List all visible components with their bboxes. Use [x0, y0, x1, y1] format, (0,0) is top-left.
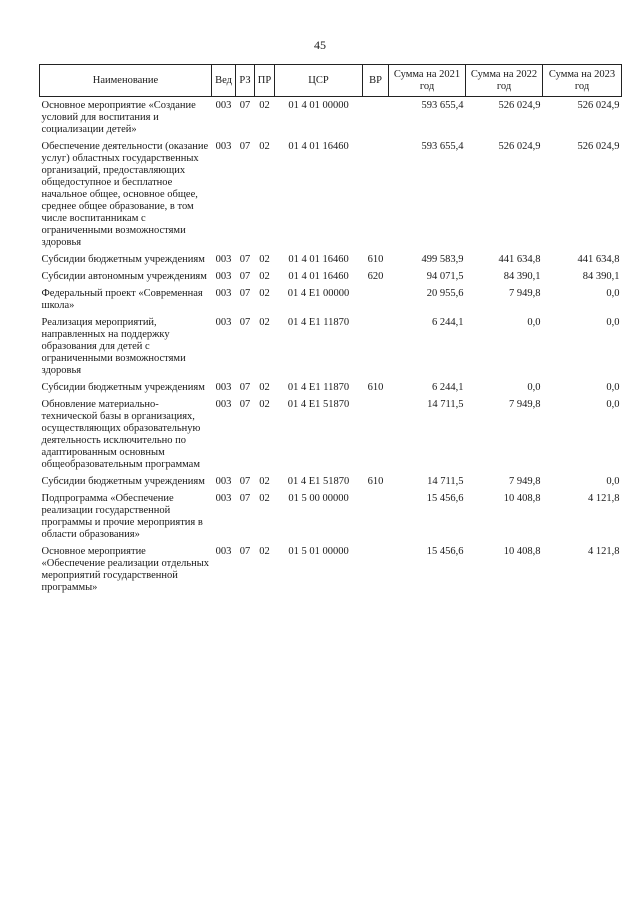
row-vr: 620 [367, 271, 384, 282]
row-ved: 003 [215, 288, 232, 299]
row-pr: 02 [259, 317, 270, 328]
row-ved: 003 [215, 399, 232, 410]
row-ved: 003 [215, 100, 232, 111]
row-ved: 003 [215, 546, 232, 557]
table-header-row [40, 65, 622, 97]
row-sum-2023: 84 390,1 [582, 271, 620, 282]
row-pr: 02 [259, 100, 270, 111]
row-pr: 02 [259, 254, 270, 265]
row-ved: 003 [215, 476, 232, 487]
row-vr [363, 285, 389, 314]
row-sum-2023: 0,0 [606, 317, 620, 328]
table-row [40, 138, 622, 251]
row-csr: 01 5 01 00000 [288, 546, 349, 557]
row-sum-2021: 14 711,5 [427, 399, 464, 410]
row-vr [363, 543, 389, 596]
page-number: 45 [314, 38, 326, 52]
row-sum-2023: 4 121,8 [588, 546, 620, 557]
row-sum-2022: 10 408,8 [503, 546, 541, 557]
header-rz: РЗ [236, 65, 255, 97]
row-rz: 07 [239, 399, 251, 410]
row-name: Реализация мероприятий, направленных на поддержку образования для детей с ограниченными возможностями здоровья [41, 317, 186, 376]
row-rz: 07 [239, 493, 251, 504]
row-pr: 02 [259, 271, 270, 282]
row-sum-2022: 441 634,8 [498, 254, 541, 265]
table-row [40, 97, 622, 139]
row-name: Федеральный проект «Современная школа» [41, 288, 203, 311]
row-ved: 003 [215, 141, 232, 152]
row-pr: 02 [259, 288, 270, 299]
row-sum-2021: 6 244,1 [432, 317, 464, 328]
row-csr: 01 4 E1 11870 [287, 382, 350, 393]
row-csr: 01 4 E1 51870 [287, 476, 350, 487]
table-row [40, 543, 622, 596]
row-csr: 01 4 01 16460 [288, 141, 349, 152]
row-sum-2022: 0,0 [527, 317, 541, 328]
row-name: Субсидии бюджетным учреждениям [41, 254, 205, 265]
row-csr: 01 4 E1 51870 [287, 399, 350, 410]
row-vr: 610 [367, 382, 384, 393]
header-vr: ВР [363, 65, 389, 97]
table-row [40, 314, 622, 379]
budget-table [39, 64, 622, 596]
row-name: Основное мероприятие «Обеспечение реализации отдельных мероприятий государственной программы» [41, 546, 210, 593]
row-name: Обновление материально-технической базы в организациях, осуществляющих образовательную деятельность исключительно по адаптированным основным общеобразовательным программам [41, 399, 201, 470]
row-ved: 003 [215, 382, 232, 393]
row-name: Субсидии бюджетным учреждениям [41, 382, 205, 393]
row-name: Обеспечение деятельности (оказание услуг) областных государственных организаций, предоставляющих общедоступное и бесплатное начальное общее, основное общее, среднее общее образование, в том числе воспитанникам с ограниченными возможностями здоровья [41, 141, 209, 248]
row-sum-2022: 0,0 [527, 382, 541, 393]
row-sum-2023: 526 024,9 [577, 100, 620, 111]
header-ved: Вед [212, 65, 236, 97]
row-pr: 02 [259, 141, 270, 152]
row-vr [363, 97, 389, 139]
row-sum-2023: 0,0 [606, 399, 620, 410]
row-sum-2022: 526 024,9 [498, 100, 541, 111]
row-csr: 01 4 01 16460 [288, 254, 349, 265]
row-pr: 02 [259, 546, 270, 557]
table-row [40, 268, 622, 285]
row-pr: 02 [259, 493, 270, 504]
row-rz: 07 [239, 317, 251, 328]
row-rz: 07 [239, 141, 251, 152]
row-pr: 02 [259, 476, 270, 487]
table-row [40, 251, 622, 268]
header-csr: ЦСР [275, 65, 363, 97]
row-csr: 01 4 E1 00000 [287, 288, 350, 299]
row-sum-2021: 94 071,5 [426, 271, 464, 282]
row-ved: 003 [215, 493, 232, 504]
row-vr: 610 [367, 476, 384, 487]
row-sum-2022: 10 408,8 [503, 493, 541, 504]
row-ved: 003 [215, 254, 232, 265]
row-rz: 07 [239, 546, 251, 557]
header-sum-2021: Сумма на 2021 год [389, 65, 466, 97]
row-rz: 07 [239, 100, 251, 111]
row-pr: 02 [259, 382, 270, 393]
table-row [40, 379, 622, 396]
row-sum-2022: 84 390,1 [503, 271, 541, 282]
table-row [40, 285, 622, 314]
row-vr [363, 138, 389, 251]
row-vr [363, 396, 389, 473]
row-sum-2023: 441 634,8 [577, 254, 620, 265]
row-csr: 01 4 01 16460 [288, 271, 349, 282]
row-sum-2021: 499 583,9 [421, 254, 464, 265]
header-sum-2022: Сумма на 2022 год [466, 65, 543, 97]
table-row [40, 490, 622, 543]
row-rz: 07 [239, 382, 251, 393]
row-csr: 01 5 00 00000 [288, 493, 349, 504]
row-vr: 610 [367, 254, 384, 265]
row-rz: 07 [239, 476, 251, 487]
header-sum-2023: Сумма на 2023 год [543, 65, 622, 97]
table-row [40, 396, 622, 473]
row-sum-2022: 7 949,8 [509, 476, 541, 487]
row-ved: 003 [215, 317, 232, 328]
row-sum-2021: 20 955,6 [426, 288, 464, 299]
row-rz: 07 [239, 288, 251, 299]
row-sum-2023: 0,0 [606, 288, 620, 299]
row-csr: 01 4 01 00000 [288, 100, 349, 111]
header-name: Наименование [40, 65, 212, 97]
row-sum-2021: 15 456,6 [426, 493, 464, 504]
row-sum-2022: 526 024,9 [498, 141, 541, 152]
row-ved: 003 [215, 271, 232, 282]
row-sum-2023: 0,0 [606, 382, 620, 393]
row-sum-2021: 593 655,4 [421, 141, 464, 152]
row-name: Подпрограмма «Обеспечение реализации государственной программы и прочие мероприятия в области образования» [41, 493, 203, 540]
row-sum-2021: 14 711,5 [427, 476, 464, 487]
row-vr [363, 314, 389, 379]
row-sum-2022: 7 949,8 [509, 399, 541, 410]
row-sum-2023: 526 024,9 [577, 141, 620, 152]
row-sum-2021: 593 655,4 [421, 100, 464, 111]
row-pr: 02 [259, 399, 270, 410]
row-csr: 01 4 E1 11870 [287, 317, 350, 328]
row-sum-2023: 4 121,8 [588, 493, 620, 504]
row-name: Субсидии бюджетным учреждениям [41, 476, 205, 487]
row-sum-2022: 7 949,8 [509, 288, 541, 299]
row-rz: 07 [239, 254, 251, 265]
row-sum-2021: 6 244,1 [432, 382, 464, 393]
row-rz: 07 [239, 271, 251, 282]
row-name: Основное мероприятие «Создание условий для воспитания и социализации детей» [41, 100, 196, 135]
row-sum-2021: 15 456,6 [426, 546, 464, 557]
row-name: Субсидии автономным учреждениям [41, 271, 207, 282]
table-row [40, 473, 622, 490]
row-vr [363, 490, 389, 543]
row-sum-2023: 0,0 [606, 476, 620, 487]
header-pr: ПР [255, 65, 275, 97]
